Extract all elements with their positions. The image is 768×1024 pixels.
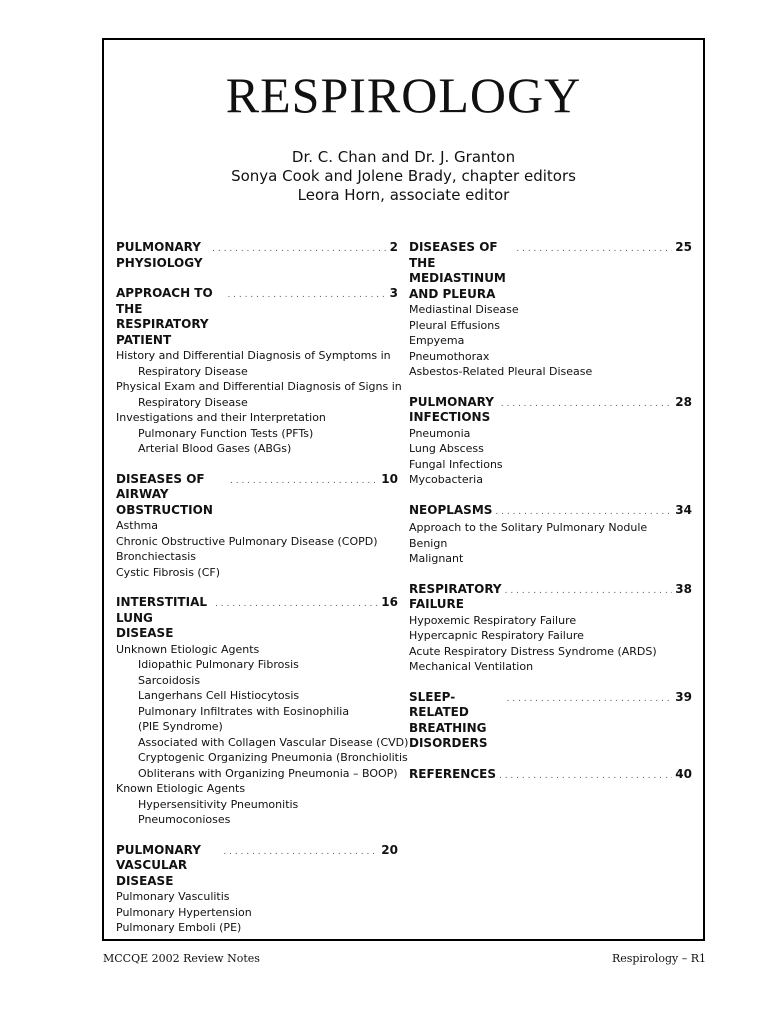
toc-heading-text: RESPIRATORY FAILURE [409, 581, 502, 611]
toc-page-number: 39 [675, 689, 692, 704]
toc-item[interactable]: Pulmonary Emboli (PE) [116, 921, 242, 934]
toc-item[interactable]: Lung Abscess [409, 442, 484, 455]
toc-item[interactable]: Physical Exam and Differential Diagnosis of Signs in [116, 380, 402, 393]
toc-section-heading[interactable] [116, 843, 398, 890]
toc-heading-text: DISEASES OF THE MEDIASTINUM [409, 240, 506, 285]
toc-item[interactable]: (PIE Syndrome) [138, 720, 223, 733]
toc-section [409, 395, 692, 488]
toc-heading-continued: DISORDERS [409, 736, 488, 750]
toc-item[interactable]: Malignant [409, 552, 464, 565]
dot-leader [505, 584, 673, 600]
toc-item[interactable]: Pulmonary Infiltrates with Eosinophilia [138, 704, 350, 718]
toc-section [116, 843, 398, 936]
toc-left-column [116, 240, 409, 951]
toc-section-heading[interactable] [409, 503, 692, 521]
toc-section [409, 690, 692, 752]
toc-item[interactable]: Pneumonia [409, 426, 471, 440]
toc-item[interactable]: Langerhans Cell Histiocytosis [138, 689, 300, 702]
toc-section [409, 582, 692, 675]
toc-heading-continued: PATIENT [116, 332, 172, 347]
toc-item[interactable]: Mechanical Ventilation [409, 660, 534, 673]
dot-leader [212, 242, 386, 258]
toc-item[interactable]: Associated with Collagen Vascular Disease (CVD) [138, 735, 409, 749]
toc-heading-text: NEOPLASMS [409, 502, 493, 517]
toc-item[interactable]: Hypoxemic Respiratory Failure [409, 613, 577, 627]
dot-leader [507, 692, 673, 708]
dot-leader [499, 769, 672, 785]
toc-section [116, 472, 398, 581]
toc-page-number: 28 [675, 394, 692, 409]
toc-page-number: 16 [381, 595, 398, 609]
toc-item[interactable]: Obliterans with Organizing Pneumonia – BOOP) [138, 766, 398, 780]
credits-authors: Dr. C. Chan and Dr. J. Granton [291, 148, 516, 166]
dot-leader [230, 474, 378, 490]
toc-item[interactable]: Arterial Blood Gases (ABGs) [138, 442, 292, 455]
footer-left: MCCQE 2002 Review Notes [103, 952, 260, 965]
toc-item[interactable]: Mycobacteria [409, 473, 483, 486]
dot-leader [495, 505, 672, 521]
credits [104, 148, 703, 205]
footer-right: Respirology – R1 [611, 952, 706, 965]
toc-page-number: 40 [675, 766, 692, 781]
toc-item[interactable]: Pneumoconioses [138, 813, 231, 826]
toc-heading-text: INTERSTITIAL LUNG DISEASE [116, 595, 208, 640]
toc-section-heading[interactable] [409, 690, 692, 737]
toc-item[interactable]: Respiratory Disease [138, 395, 248, 409]
page-title: RESPIROLOGY [225, 67, 582, 123]
toc-page-number: 34 [675, 502, 692, 517]
toc-item[interactable]: Approach to the Solitary Pulmonary Nodule [409, 521, 648, 534]
toc-heading-text: DISEASES OF AIRWAY OBSTRUCTION [116, 471, 213, 517]
dot-leader [516, 242, 672, 258]
toc-page-number: 3 [389, 286, 398, 300]
dot-leader [215, 597, 378, 613]
toc-item[interactable]: Cystic Fibrosis (CF) [116, 565, 221, 579]
dot-leader [501, 397, 673, 413]
toc-section-heading[interactable] [116, 286, 398, 333]
toc-item[interactable]: Asthma [116, 519, 158, 532]
credits-chapter-editors: Sonya Cook and Jolene Brady, chapter editors [231, 167, 576, 185]
toc-item[interactable]: Respiratory Disease [138, 364, 248, 378]
toc-page-number: 10 [381, 471, 398, 486]
toc-heading-text: APPROACH TO THE RESPIRATORY [116, 286, 213, 331]
toc-item[interactable]: Pneumothorax [409, 349, 490, 363]
credits-associate-editor: Leora Horn, associate editor [297, 186, 510, 204]
toc-item[interactable]: Cryptogenic Organizing Pneumonia (Bronchiolitis [138, 751, 408, 764]
toc-item[interactable]: Idiopathic Pulmonary Fibrosis [138, 658, 299, 671]
toc-right-column [409, 240, 692, 799]
toc-section-heading[interactable] [409, 240, 692, 287]
toc-section-heading[interactable] [116, 595, 398, 642]
toc-item[interactable]: Pleural Effusions [409, 318, 500, 332]
toc-heading-continued: AND PLEURA [409, 286, 496, 301]
toc-item[interactable]: Hypercapnic Respiratory Failure [409, 629, 584, 642]
toc-item[interactable]: Hypersensitivity Pneumonitis [138, 797, 299, 811]
toc-section [409, 767, 692, 785]
toc-item[interactable]: Pulmonary Hypertension [116, 905, 252, 919]
toc-page-number: 38 [675, 581, 692, 596]
toc-section-heading[interactable] [409, 767, 692, 785]
toc-section-heading[interactable] [409, 582, 692, 613]
toc-section [409, 240, 692, 380]
toc-section-heading[interactable] [409, 395, 692, 426]
toc-item[interactable]: Acute Respiratory Distress Syndrome (ARDS) [409, 644, 657, 658]
toc-item[interactable]: Fungal Infections [409, 457, 503, 471]
page-frame [102, 38, 705, 941]
toc-item[interactable]: Empyema [409, 334, 465, 347]
toc-item[interactable]: Benign [409, 536, 448, 550]
toc-item[interactable]: Investigations and their Interpretation [116, 411, 326, 424]
toc-page-number: 25 [675, 240, 692, 254]
toc-item[interactable]: Mediastinal Disease [409, 303, 519, 316]
dot-leader [223, 845, 378, 861]
toc-heading-text: PULMONARY VASCULAR DISEASE [116, 842, 201, 888]
toc-item[interactable]: Pulmonary Function Tests (PFTs) [138, 426, 314, 440]
toc-item[interactable]: Known Etiologic Agents [116, 782, 246, 795]
toc-item[interactable]: Asbestos-Related Pleural Disease [409, 365, 593, 378]
toc-heading-text: REFERENCES [409, 766, 496, 781]
toc-section [116, 240, 398, 271]
toc-heading-text: SLEEP-RELATED BREATHING [409, 689, 487, 735]
toc-item[interactable]: Bronchiectasis [116, 550, 196, 563]
toc-section [409, 503, 692, 567]
toc-heading-text: PULMONARY PHYSIOLOGY [116, 240, 203, 270]
toc-page-number: 20 [381, 842, 398, 857]
dot-leader [227, 288, 386, 304]
toc-item[interactable]: Pulmonary Vasculitis [116, 890, 230, 903]
toc-item[interactable]: Unknown Etiologic Agents [116, 642, 260, 656]
toc-item[interactable]: History and Differential Diagnosis of Symptoms in [116, 349, 391, 362]
toc-section-heading[interactable] [116, 240, 398, 271]
toc-item[interactable]: Chronic Obstructive Pulmonary Disease (COPD) [116, 534, 378, 548]
toc-item[interactable]: Sarcoidosis [138, 673, 201, 687]
toc-section [116, 595, 409, 828]
toc-heading-text: PULMONARY INFECTIONS [409, 394, 494, 424]
toc-section [116, 286, 402, 457]
toc-page-number: 2 [389, 240, 398, 254]
toc-section-heading[interactable] [116, 472, 398, 519]
